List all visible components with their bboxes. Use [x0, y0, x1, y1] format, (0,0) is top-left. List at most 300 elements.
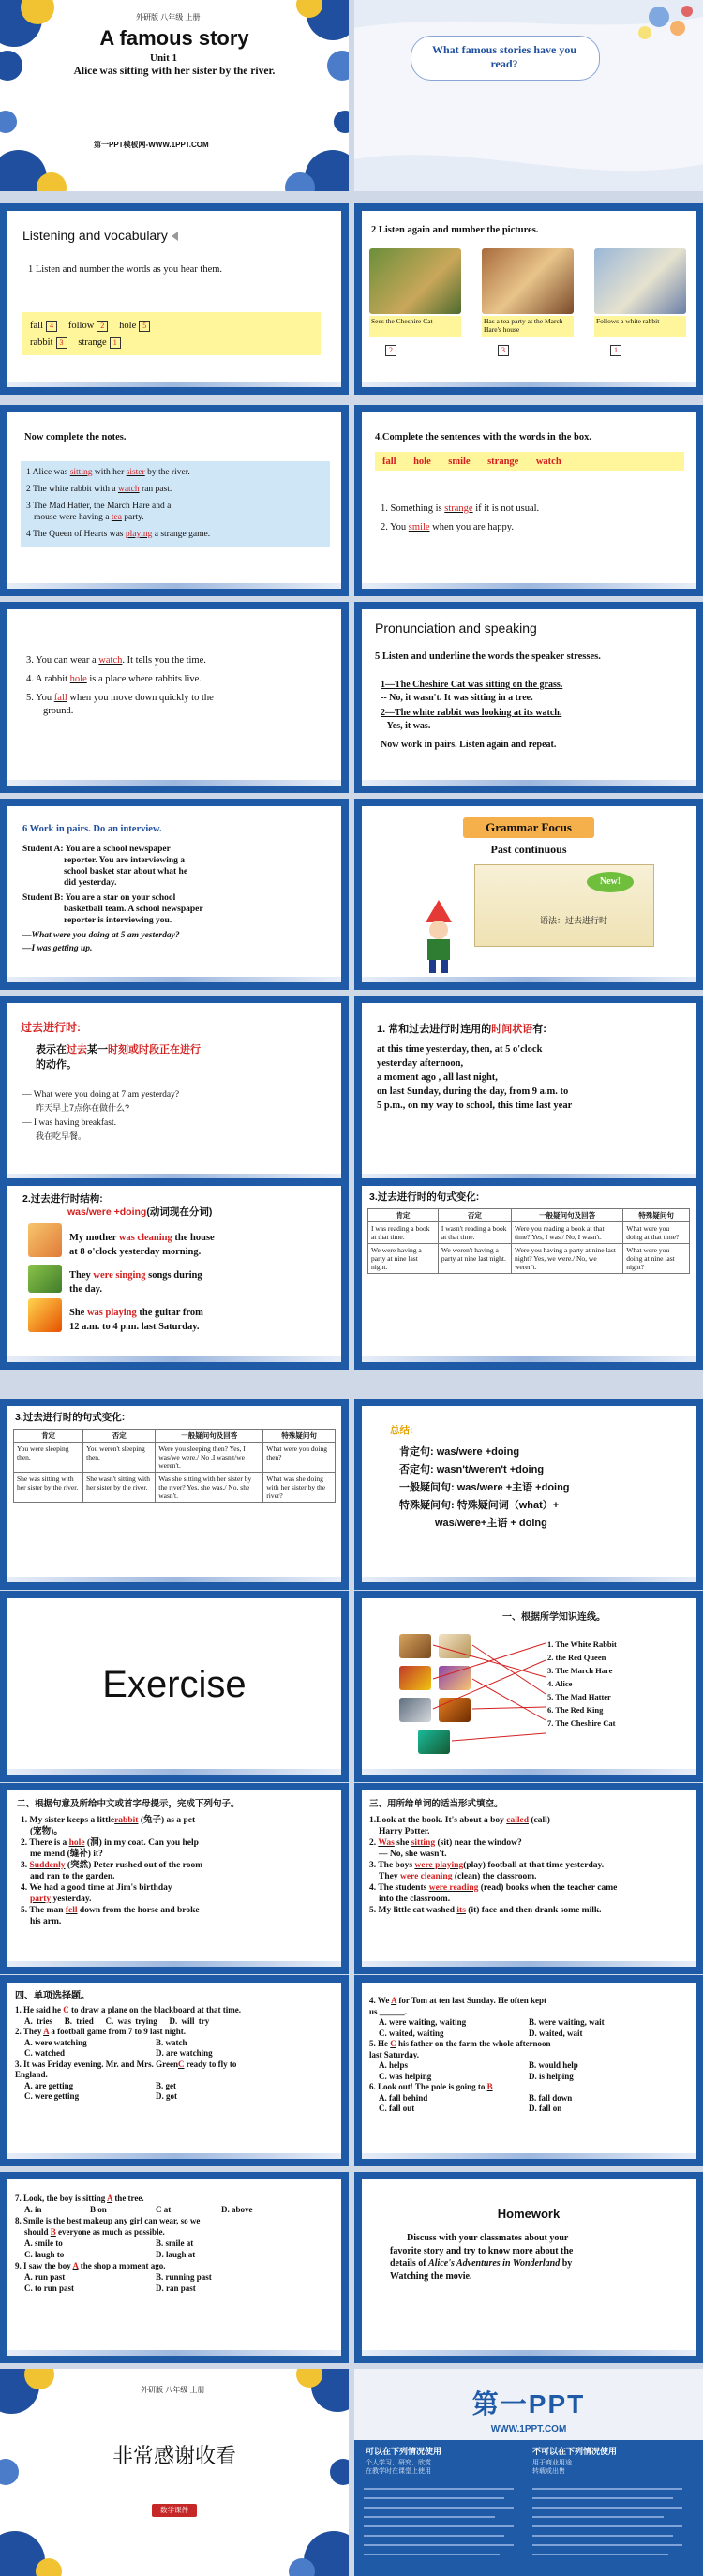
slide-sentence-forms-2[interactable] — [0, 1399, 349, 1590]
text: 2. — [369, 1838, 377, 1848]
options — [369, 2060, 692, 2072]
blank-answer[interactable]: hole — [69, 674, 87, 684]
option[interactable]: D. laugh at — [156, 2250, 196, 2259]
question-6 — [369, 2082, 692, 2093]
table-cell: She wasn't sitting with her sister by the river. — [83, 1473, 156, 1503]
word: follow — [67, 321, 95, 331]
option[interactable]: C. fall out — [379, 2104, 415, 2113]
formula — [67, 1206, 212, 1219]
text: 6. Look out! The pole is going to — [369, 2082, 486, 2091]
fill-items — [21, 1815, 202, 1927]
textbook-note: 外研版 八年级 上册 — [141, 2386, 205, 2394]
mcq-items — [15, 2193, 337, 2294]
blank-answer[interactable]: B — [486, 2082, 493, 2091]
slide-word-box[interactable] — [354, 405, 703, 596]
text: My mother — [69, 1233, 117, 1243]
text: ran past. — [142, 485, 172, 494]
text: 1.Look at the book. It's about a boy — [369, 1816, 504, 1825]
text: a football game from 7 to 9 last night. — [51, 2027, 186, 2036]
text: by the river. — [147, 468, 190, 477]
speaker-icon[interactable] — [172, 232, 178, 241]
text: into the classroom. — [379, 1895, 451, 1904]
text: (sit) near the window? — [437, 1838, 522, 1848]
option[interactable]: B. were waiting, wait — [529, 2017, 605, 2027]
slide-exercise-title[interactable] — [0, 1591, 349, 1782]
bank-word: strange — [487, 457, 519, 467]
text: details of — [390, 2258, 426, 2269]
blank-answer[interactable]: called — [506, 1816, 529, 1825]
slide-interview[interactable] — [0, 799, 349, 990]
grammar-banner: Grammar Focus — [486, 820, 572, 834]
text: 某一 — [87, 1044, 108, 1056]
new-badge: New! — [599, 876, 621, 887]
adverbial-list — [377, 1042, 572, 1113]
table-cell: We weren't having a party at nine last night. — [438, 1244, 511, 1274]
option[interactable]: B. fall down — [529, 2092, 573, 2103]
option[interactable]: B. get — [156, 2080, 176, 2090]
answer-box[interactable]: 1 — [610, 345, 621, 356]
text: 4. A rabbit — [26, 674, 68, 684]
text: a strange game. — [154, 530, 211, 539]
summary-heading: 总结: — [390, 1425, 413, 1436]
example-1 — [69, 1231, 215, 1259]
item-3b — [369, 1871, 617, 1882]
slide-listening[interactable] — [0, 203, 349, 395]
matching-heading: 一、根据所学知识连线。 — [502, 1612, 606, 1623]
highlight: was playing — [86, 1308, 137, 1318]
line: school basket star about what he — [64, 867, 188, 876]
word-row-1 — [30, 320, 154, 332]
option[interactable]: D. fall on — [529, 2104, 562, 2113]
forms-table — [13, 1429, 336, 1503]
instruction: 4.Complete the sentences with the words in the box. — [375, 432, 591, 442]
blank-answer[interactable]: A — [391, 1996, 397, 2005]
text: . It tells you the time. — [122, 655, 206, 666]
slide-pronunciation[interactable] — [354, 602, 703, 793]
text: 1. 常和过去进行时连用的 — [377, 1024, 492, 1035]
floral-border — [0, 2369, 349, 2576]
blank-answer[interactable]: fall — [53, 693, 67, 703]
list-item: 转载或出售 — [532, 2468, 565, 2475]
option[interactable]: A. smile to — [24, 2239, 63, 2248]
bank-word: smile — [448, 457, 471, 467]
option[interactable]: A. in — [24, 2205, 42, 2214]
text: They — [379, 1872, 398, 1881]
dialogue-line: -- No, it wasn't. It was sitting in a tree. — [381, 693, 533, 703]
blank-answer[interactable]: playing — [125, 530, 153, 539]
line: 5 p.m., on my way to school, this time last year — [377, 1101, 573, 1111]
line: favorite story and try to know more about the — [390, 2245, 574, 2256]
tea-party-picture — [482, 248, 574, 314]
list-item: 用于商业用途 — [532, 2460, 572, 2466]
table-cell: I wasn't reading a book at that time. — [438, 1222, 511, 1244]
slide-summary[interactable] — [354, 1399, 703, 1590]
option[interactable]: A. were watching — [24, 2037, 87, 2047]
option[interactable]: C. laugh to — [24, 2250, 65, 2259]
text: 5. He — [369, 2039, 388, 2048]
table-cell: Were you sleeping then? Yes, I was/we were./ No ,I wasn't/we weren't. — [156, 1443, 263, 1473]
homework-text — [390, 2232, 671, 2283]
note-line-1 — [26, 467, 190, 478]
blank-answer[interactable]: its — [456, 1906, 466, 1915]
table-cell: Was she sitting with her sister by the river? Yes, she was./ No, she wasn't. — [156, 1473, 263, 1503]
option[interactable]: D. got — [156, 2091, 177, 2101]
example-3 — [69, 1306, 203, 1334]
slide-mcq-3[interactable] — [0, 2172, 349, 2363]
option[interactable]: B. smile at — [156, 2239, 194, 2248]
question-9 — [15, 2260, 337, 2271]
answer-slot — [382, 344, 400, 356]
option[interactable]: A. helps — [379, 2060, 409, 2070]
highlight: were singing — [93, 1270, 146, 1281]
option[interactable]: B. running past — [156, 2272, 212, 2282]
highlight: 时间状语 — [491, 1024, 533, 1035]
table-header-row — [14, 1430, 336, 1443]
allowed-list — [366, 2459, 431, 2476]
text: by — [561, 2258, 573, 2269]
slide-homework[interactable] — [354, 2172, 703, 2363]
option[interactable]: C. was trying — [105, 2015, 157, 2026]
answer-box[interactable]: 1 — [110, 337, 121, 349]
blank-answer[interactable]: tea — [111, 513, 122, 522]
option[interactable]: C. to run past — [24, 2284, 75, 2293]
text: (call) — [531, 1816, 550, 1825]
instruction: 2 Listen again and number the pictures. — [371, 225, 539, 235]
mcq-heading: 四、单项选择题。 — [15, 1991, 90, 2001]
textbook-note: 外研版 八年级 上册 — [136, 13, 201, 22]
column-header: 特殊疑问句 — [263, 1430, 336, 1443]
column-header: 肯定 — [368, 1209, 439, 1222]
text: 1. Something is — [381, 503, 442, 514]
item-1 — [21, 1815, 202, 1826]
question-8: 8. Smile is the best makeup any girl can wear, so we — [15, 2216, 201, 2225]
question-1 — [15, 2005, 337, 2016]
dialogue-line: 1—The Cheshire Cat was sitting on the grass. — [381, 680, 563, 690]
slide-mcq-2[interactable] — [354, 1975, 703, 2166]
formula-text: was/were +doing — [67, 1206, 147, 1218]
forbidden-heading: 不可以在下列情况使用 — [532, 2447, 618, 2456]
option[interactable]: D. ran past — [156, 2284, 196, 2293]
answer-box[interactable]: 5 — [139, 321, 150, 332]
blank-answer[interactable]: A — [107, 2194, 113, 2203]
item-4: 4. We had a good time at Jim's birthday — [21, 1883, 172, 1893]
option[interactable]: A. are getting — [24, 2080, 74, 2090]
options — [369, 2093, 692, 2104]
slide-structure[interactable] — [0, 1178, 349, 1370]
text: the shop a moment ago. — [80, 2261, 166, 2270]
slide-time-adverbials[interactable] — [354, 996, 703, 1187]
text: and ran to the garden. — [30, 1872, 115, 1881]
highlight: 过去 — [67, 1044, 87, 1056]
options — [15, 2271, 337, 2283]
option[interactable]: C. waited, waiting — [379, 2028, 444, 2038]
word-row-2 — [30, 337, 125, 349]
blank-answer[interactable]: were reading — [428, 1883, 479, 1893]
table-header-row — [368, 1209, 690, 1222]
text: songs during — [148, 1270, 202, 1281]
subject-button[interactable]: 数学课件 — [160, 2506, 188, 2514]
text: party. — [124, 513, 144, 522]
text: 4. The students — [369, 1883, 427, 1893]
text: (宠物)。 — [30, 1827, 63, 1836]
table-row — [14, 1443, 336, 1473]
list-item: 1. The White Rabbit — [547, 1640, 617, 1649]
item-2 — [369, 1837, 617, 1849]
line: reporter. You are interviewing a — [64, 856, 186, 865]
brand-logo: 第一PPT — [471, 2389, 586, 2419]
item-2 — [21, 1837, 202, 1849]
text: for Tom at ten last Sunday. He often kept — [398, 1996, 546, 2005]
line: was/were+主语 + doing — [435, 1518, 547, 1529]
blank-answer[interactable]: were playing — [414, 1861, 464, 1870]
slide-sentence-forms-1[interactable] — [354, 1178, 703, 1370]
option[interactable]: B on — [90, 2205, 107, 2214]
option[interactable]: C at — [156, 2205, 172, 2214]
word-bank-words — [382, 456, 561, 468]
options — [15, 2204, 337, 2215]
matching-lines — [362, 1598, 696, 1776]
example-q: — What were you doing at 7 am yesterday? — [22, 1090, 180, 1100]
answer-box[interactable]: 2 — [97, 321, 108, 332]
blank-answer[interactable]: C — [63, 2005, 69, 2014]
option[interactable]: A. run past — [24, 2272, 66, 2282]
blank-answer[interactable]: A — [43, 2027, 50, 2036]
definition — [36, 1042, 317, 1072]
line: on last Sunday, during the day, from 9 a.m. to — [377, 1086, 569, 1097]
option[interactable]: D. is helping — [529, 2071, 574, 2081]
line: Watching the movie. — [390, 2270, 472, 2282]
column-header: 否定 — [83, 1430, 156, 1443]
text: (洞) in my coat. Can you help — [86, 1838, 199, 1848]
text: 1. He said he — [15, 2005, 62, 2014]
table-cell: I was reading a book at that time. — [368, 1222, 439, 1244]
options — [369, 2072, 692, 2083]
slide-fill-words[interactable] — [0, 1783, 349, 1974]
text: — No, she wasn't. — [379, 1850, 447, 1859]
options — [15, 2038, 337, 2049]
caption: Has a tea party at the March Hare's house — [484, 317, 563, 334]
option[interactable]: B. watch — [156, 2037, 187, 2047]
example-2 — [69, 1268, 202, 1296]
item-3 — [21, 1860, 202, 1871]
text: to draw a plane on the blackboard at that time. — [71, 2005, 242, 2014]
word: fall — [30, 321, 43, 331]
text: 5. You — [26, 693, 52, 703]
text: down from the horse and broke — [79, 1906, 200, 1915]
text: everyone as much as possible. — [58, 2227, 165, 2237]
blank-answer[interactable]: sitting — [69, 468, 93, 477]
text: (read) books when the teacher came — [480, 1883, 618, 1893]
blank-answer[interactable]: A — [72, 2261, 79, 2270]
text: 的动作。 — [36, 1059, 77, 1071]
thanks-title: 非常感谢收看 — [112, 2444, 236, 2467]
slide-cover[interactable] — [0, 0, 349, 191]
blank-answer[interactable]: strange — [444, 503, 473, 514]
example-a-cn: 我在吃早餐。 — [36, 1131, 87, 1141]
sample-answer: —I was getting up. — [22, 944, 93, 953]
options — [15, 2283, 337, 2294]
highlight: was cleaning — [118, 1233, 172, 1243]
cartoon-figure-icon — [418, 900, 459, 975]
option[interactable]: A. tries — [24, 2015, 52, 2026]
text: 4 The Queen of Hearts was — [26, 530, 124, 539]
text: 3. It was Friday evening. Mr. and Mrs. Green — [15, 2059, 178, 2069]
table-row — [14, 1473, 336, 1503]
option[interactable]: B. would help — [529, 2060, 578, 2070]
sentence-3 — [26, 654, 206, 666]
line: a moment ago , all last night, — [377, 1072, 498, 1083]
blank-answer[interactable]: fell — [65, 1906, 78, 1915]
cheshire-cat-picture — [369, 248, 461, 314]
cleaning-picture — [28, 1223, 62, 1257]
answer-box[interactable]: 2 — [385, 345, 396, 356]
options — [15, 2048, 337, 2059]
answer-box[interactable]: 3 — [498, 345, 509, 356]
option[interactable]: D. are watching — [156, 2048, 213, 2058]
list-item: 个人学习、研究、欣赏 — [366, 2460, 431, 2466]
summary-list — [399, 1444, 570, 1533]
blank-answer[interactable]: rabbit — [114, 1816, 139, 1825]
question-2 — [15, 2027, 337, 2038]
options — [369, 2017, 692, 2029]
blank-answer[interactable]: hole — [68, 1838, 85, 1848]
blank-answer[interactable]: were cleaning — [399, 1872, 453, 1881]
blank-answer[interactable]: smile — [408, 522, 430, 532]
blank-answer[interactable]: Was — [378, 1838, 395, 1848]
verb-heading: 三、用所给单词的适当形式填空。 — [369, 1799, 503, 1809]
text: last Saturday. — [369, 2049, 420, 2059]
column-header: 否定 — [438, 1209, 511, 1222]
options — [15, 2091, 337, 2103]
options — [369, 2104, 692, 2115]
section-title-text: Listening and vocabulary — [22, 228, 168, 243]
slide-grammar-focus[interactable] — [354, 799, 703, 990]
slide-question[interactable] — [354, 0, 703, 191]
table-row — [368, 1244, 690, 1274]
fill-heading: 二、根据句意及所给中文或首字母提示，完成下列句子。 — [17, 1799, 240, 1809]
book-title: Alice's Adventures in Wonderland — [428, 2258, 561, 2269]
slide-sentences-cont[interactable] — [0, 602, 349, 793]
options — [15, 2081, 337, 2092]
slide-notes[interactable] — [0, 405, 349, 596]
question-3 — [15, 2059, 337, 2071]
blank-answer[interactable]: sister — [126, 468, 145, 477]
blank-answer[interactable]: Suddenly — [29, 1861, 66, 1870]
line: Student B: You are a star on your school — [22, 893, 176, 903]
column-header: 肯定 — [14, 1430, 83, 1443]
text: (突然) Peter rushed out of the room — [67, 1861, 203, 1870]
option[interactable]: C. were getting — [24, 2091, 80, 2101]
text: his father on the farm the whole afternoon — [398, 2039, 551, 2048]
option[interactable]: B. tried — [64, 2015, 94, 2026]
text: 9. I saw the boy — [15, 2261, 71, 2270]
instruction: 1 Listen and number the words as you hear them. — [28, 264, 223, 275]
text: 表示在 — [36, 1044, 67, 1056]
text: at 8 o'clock yesterday morning. — [69, 1247, 202, 1257]
caption: Sees the Cheshire Cat — [371, 317, 433, 325]
note-line-2 — [26, 484, 172, 495]
item-4b — [21, 1894, 202, 1905]
option[interactable]: A. fall behind — [379, 2092, 428, 2103]
blank-answer[interactable]: C — [390, 2039, 396, 2048]
answer-box[interactable]: 3 — [56, 337, 67, 349]
text: 有: — [532, 1024, 546, 1035]
option[interactable]: C. watched — [24, 2048, 65, 2058]
sentence-2 — [381, 521, 514, 533]
option[interactable]: A. were waiting, waiting — [379, 2017, 467, 2027]
section-title: Pronunciation and speaking — [375, 621, 537, 636]
options — [15, 2238, 337, 2249]
answer-slot — [607, 344, 625, 356]
line — [390, 2257, 671, 2270]
line: 否定句: wasn't/weren't +doing — [399, 1464, 545, 1475]
bank-word: watch — [535, 457, 561, 467]
blank-answer[interactable]: sitting — [411, 1838, 436, 1848]
blank-answer[interactable]: party — [30, 1895, 52, 1904]
answer-box[interactable]: 4 — [46, 321, 57, 332]
line: Student A: You are a school newspaper — [22, 845, 171, 854]
exercise-title: Exercise — [102, 1664, 247, 1705]
column-header: 一般疑问句及回答 — [511, 1209, 622, 1222]
blank-answer[interactable]: B — [50, 2227, 56, 2237]
text: 1. My sister keeps a little — [21, 1816, 115, 1825]
slide-brand[interactable] — [354, 2369, 703, 2576]
forbidden-list — [532, 2459, 572, 2476]
line: reporter is interviewing you. — [64, 916, 172, 925]
blank-answer[interactable]: watch — [117, 485, 140, 494]
option[interactable]: D. above — [221, 2205, 253, 2214]
sentence-1 — [381, 502, 539, 515]
slide-matching[interactable] — [354, 1591, 703, 1782]
text: the house — [174, 1233, 215, 1243]
brand-url[interactable]: WWW.1PPT.COM — [490, 2424, 567, 2434]
source-label: 第一PPT模板网-WWW.1PPT.COM — [94, 141, 209, 149]
student-a — [22, 844, 187, 889]
board-note: 语法：过去进行时 — [540, 916, 608, 925]
blank-answer[interactable]: C — [178, 2059, 185, 2069]
option[interactable]: C. was helping — [379, 2071, 432, 2081]
item-5 — [369, 1905, 617, 1916]
table-row — [368, 1222, 690, 1244]
table-cell: You were sleeping then. — [14, 1443, 83, 1473]
options — [369, 2029, 692, 2040]
text: 12 a.m. to 4 p.m. last Saturday. — [69, 1322, 200, 1332]
formula-note: (动词现在分词) — [146, 1206, 213, 1218]
option[interactable]: D. will try — [169, 2015, 210, 2026]
text: the day. — [69, 1284, 103, 1295]
table-cell: What were you doing at that time? — [623, 1222, 690, 1244]
slide-pictures[interactable] — [354, 203, 703, 395]
table-cell: Were you reading a book at that time? Yes, I was./ No, I wasn't. — [511, 1222, 622, 1244]
option[interactable]: D. waited, wait — [529, 2028, 583, 2038]
slide-thanks[interactable] — [0, 2369, 349, 2576]
table-cell: We were having a party at nine last night. — [368, 1244, 439, 1274]
line: yesterday afternoon, — [377, 1058, 464, 1069]
bank-word: hole — [413, 457, 431, 467]
character-list — [547, 1638, 617, 1730]
blank-answer[interactable]: watch — [98, 655, 123, 666]
guitar-picture — [28, 1298, 62, 1332]
slide-past-continuous-def[interactable] — [0, 996, 349, 1187]
text: (clean) the classroom. — [454, 1872, 537, 1881]
dialogue-line: 2—The white rabbit was looking at its watch. — [381, 708, 562, 718]
text: me mend (缝补) it? — [30, 1850, 103, 1859]
slide-mcq-1[interactable] — [0, 1975, 349, 2166]
text: us ______. — [369, 2006, 408, 2016]
student-b — [22, 892, 203, 926]
slide-verb-forms[interactable] — [354, 1783, 703, 1974]
homework-title: Homework — [497, 2207, 561, 2221]
